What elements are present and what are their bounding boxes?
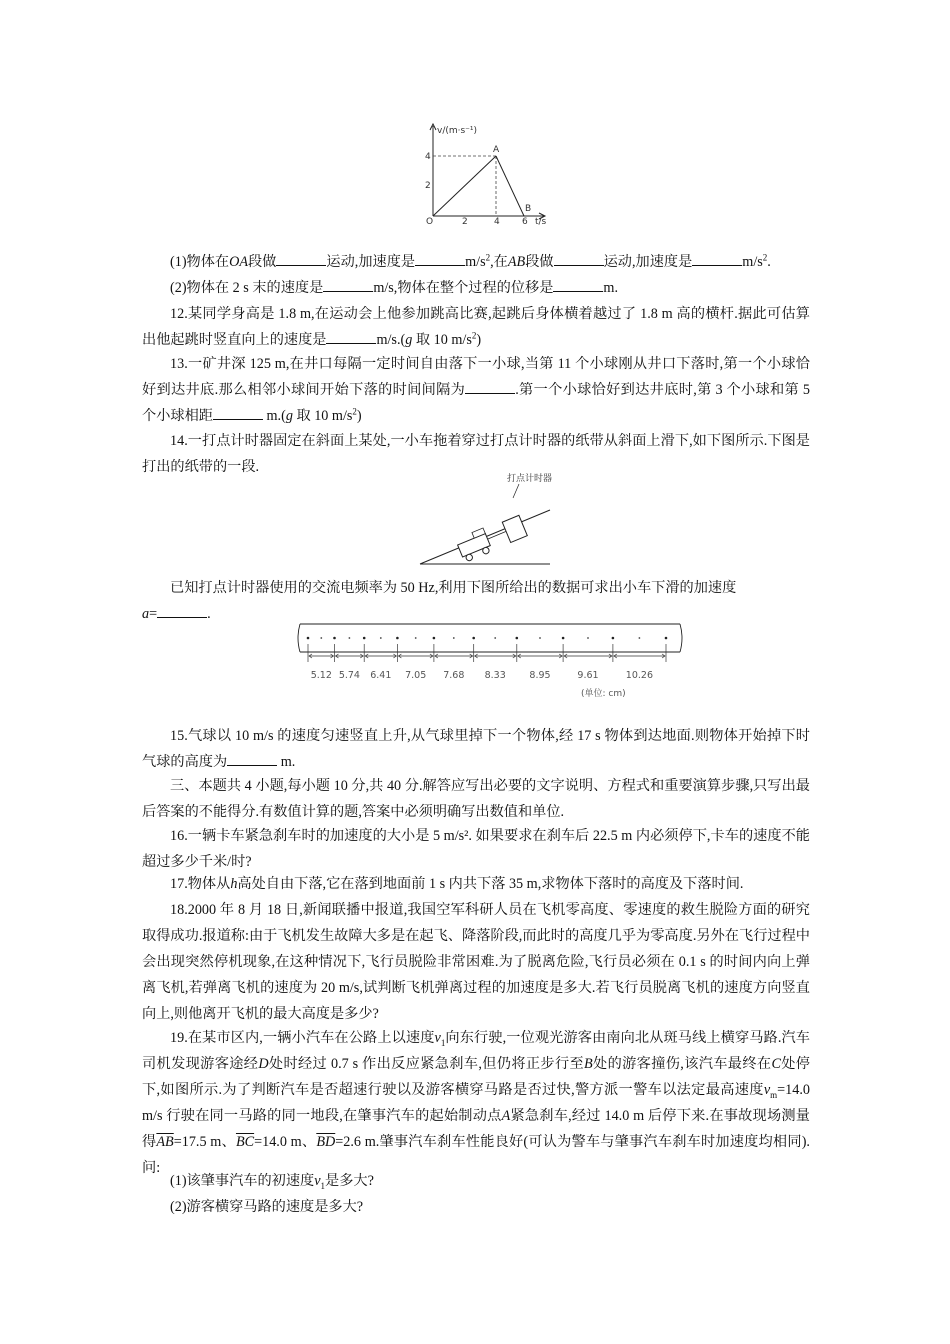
text: =14.0 m/s 行驶在同一马路的同一地段,在肇事汽车的起始制动点 bbox=[142, 1082, 810, 1124]
text: 段做 bbox=[248, 254, 277, 270]
vt-x-tick-2: 2 bbox=[462, 217, 468, 226]
section-3-instructions bbox=[142, 773, 810, 825]
vt-y-tick-4: 4 bbox=[425, 152, 431, 162]
tape-dot bbox=[639, 637, 641, 639]
text: 处停下,如图所示.为了判断汽车是否超速行驶以及游客横穿马路是否过快,警方派一警车以法定最高速度 bbox=[142, 1056, 810, 1098]
text: m. bbox=[603, 280, 619, 296]
tape-dot bbox=[415, 637, 417, 639]
text: m/s,物体在整个过程的位移是 bbox=[373, 280, 554, 296]
answer-blank bbox=[553, 277, 603, 292]
text: 处时经过 0.7 s 作出反应紧急刹车,但仍将正步行至 bbox=[268, 1056, 585, 1072]
vt-x-tick-4: 4 bbox=[494, 217, 500, 226]
text: .第一个小球恰好到达井底时,第 3 个小球和第 5 个小球相距 bbox=[142, 382, 810, 424]
var-c: C bbox=[771, 1056, 781, 1072]
text: 运动,加速度是 bbox=[326, 254, 416, 270]
var-d: D bbox=[258, 1056, 269, 1072]
segment-bc: $\overline{BC}$ bbox=[235, 1134, 255, 1150]
text: m/s bbox=[465, 254, 486, 270]
subscript: m bbox=[770, 1089, 778, 1100]
answer-blank bbox=[465, 379, 515, 394]
var-a-point: A bbox=[501, 1108, 511, 1124]
text: 是多大? bbox=[325, 1173, 374, 1189]
text: 三、本题共 4 小题,每小题 10 分,共 40 分.解答应写出必要的文字说明、方程式和重要演算步骤,只写出最后答案的不能得分.有数值计算的题,答案中必须明确写出数值和单位. bbox=[142, 778, 810, 820]
tape-dot bbox=[562, 637, 565, 640]
text: (2)游客横穿马路的速度是多大? bbox=[170, 1199, 364, 1215]
var-oa: OA bbox=[229, 254, 249, 270]
question-19 bbox=[142, 1025, 810, 1181]
q11-part1: (1)物体在OA段做 运动,加速度是 $m/s^2$,在AB段做 运动,加速度是 $m/s^2$. bbox=[170, 252, 771, 270]
answer-blank bbox=[276, 251, 326, 266]
var-b: B bbox=[584, 1056, 593, 1072]
answer-blank bbox=[326, 329, 376, 344]
text: 13.一矿井深 125 m,在井口每隔一定时间自由落下一小球,当第 11 个小球刚从井口下落时,第一个小球恰好到达井底.那么相邻小球间开始下落的时间间隔为 bbox=[142, 356, 810, 398]
q19-sub2 bbox=[142, 1194, 810, 1220]
var-h: h bbox=[230, 876, 238, 892]
vt-x-label: t/s bbox=[535, 217, 547, 226]
vt-y-label: v/(m·s⁻¹) bbox=[437, 126, 478, 136]
text: ) bbox=[356, 408, 362, 424]
vt-y-tick-2: 2 bbox=[425, 181, 431, 191]
text: 18.2000 年 8 月 18 日,新闻联播中报道,我国空军科研人员在飞机零高度、零速度的救生脱险方面的研究取得成功.报道称:由于飞机发生故障大多是在起飞、降落阶段,而此时的高度几乎为零高度.另外在飞行过程中会出现突然停机现象,在这种情况下,飞行员脱险非常困难.为了脱离危险,飞行员必须在 0.1 s 的时间内向上弹离飞机,若弹离飞机的速度为 20 m/s,试判断飞机弹离过程的加速度是多大.若飞行员脱离飞机的速度方向竖直向上,则他离开飞机的最大高度是多少? bbox=[142, 902, 810, 1022]
subscript: 1 bbox=[440, 1037, 446, 1048]
tape-dot bbox=[665, 637, 668, 640]
var-v: v bbox=[763, 1082, 771, 1098]
tape-dot bbox=[433, 637, 436, 640]
tape-value-label: 10.26 bbox=[625, 670, 654, 681]
segment-ab: $\overline{AB}$ bbox=[156, 1134, 174, 1150]
text: =2.6 m.肇事汽车刹车性能良好(可认为警车与肇事汽车刹车时加速度均相同).问: bbox=[142, 1134, 810, 1176]
text: 19.在某市区内,一辆小汽车在公路上以速度 bbox=[170, 1030, 435, 1046]
answer-blank bbox=[692, 251, 742, 266]
text: 处的游客撞伤,该汽车最终在 bbox=[592, 1056, 772, 1072]
answer-blank bbox=[157, 603, 207, 618]
var-v: v bbox=[314, 1173, 321, 1189]
tape-dot bbox=[539, 637, 541, 639]
vt-x-tick-6: 6 bbox=[522, 217, 528, 226]
text: 16.一辆卡车紧急刹车时的加速度的大小是 5 m/s². 如果要求在刹车后 22.5 m 内必须停下,卡车的速度不能超过多少千米/时? bbox=[142, 828, 810, 870]
text: m.( bbox=[262, 408, 286, 424]
question-13: 13.一矿井深 125 m,在井口每隔一定时间自由落下一小球,当第 11 个小球刚从井口下落时,第一个小球恰好到达井底.那么相邻小球间开始下落的时间间隔为 .第一个小球恰好到达井底时,第 3 个小球和第 5 个小球相距 m.(g 取 10 $m/s^2$) bbox=[142, 356, 810, 424]
tape-dot bbox=[587, 637, 589, 639]
tape-dot bbox=[516, 637, 519, 640]
vt-point-a: A bbox=[493, 145, 500, 155]
tape-unit: (单位: cm) bbox=[581, 689, 626, 699]
vt-graph bbox=[420, 116, 560, 226]
text: 高处自由下落,它在落到地面前 1 s 内共下落 35 m,求物体下落时的高度及下落时间. bbox=[237, 876, 744, 892]
var-g: g bbox=[405, 332, 413, 348]
text: ,在 bbox=[490, 254, 508, 270]
tape-dot bbox=[349, 637, 351, 639]
text: . bbox=[767, 254, 771, 270]
text: 段做 bbox=[525, 254, 554, 270]
text: (2)物体在 2 s 末的速度是 bbox=[170, 280, 324, 296]
question-18 bbox=[142, 897, 810, 1027]
paper-tape-diagram bbox=[294, 622, 686, 702]
tape-value-label: 8.95 bbox=[529, 670, 551, 681]
text: (1)该肇事汽车的初速度 bbox=[170, 1173, 315, 1189]
text: = bbox=[149, 606, 158, 622]
vt-point-b: B bbox=[525, 204, 532, 214]
q14-accel: a= . bbox=[142, 601, 810, 627]
tape-dot bbox=[494, 637, 496, 639]
var-g: g bbox=[285, 408, 293, 424]
text: ) bbox=[476, 332, 482, 348]
tape-value-label: 8.33 bbox=[484, 670, 506, 681]
text: 向东行驶,一位观光游客由南向北从斑马线上横穿马路.汽车司机发现游客途经 bbox=[142, 1030, 810, 1072]
segment-bd: $\overline{BD}$ bbox=[316, 1134, 336, 1150]
vt-origin: O bbox=[426, 217, 434, 226]
text: 运动,加速度是 bbox=[603, 254, 693, 270]
tape-dot bbox=[307, 637, 310, 640]
var-a: a bbox=[142, 606, 150, 622]
incline-diagram bbox=[415, 468, 555, 568]
tape-value-label: 6.41 bbox=[370, 670, 392, 681]
tape-dot bbox=[472, 637, 475, 640]
tape-dot bbox=[612, 637, 615, 640]
q11-part2 bbox=[142, 275, 810, 301]
text: 取 10 m/s bbox=[292, 408, 353, 424]
question-16 bbox=[142, 823, 810, 875]
subscript: 1 bbox=[320, 1180, 326, 1191]
tape-value-label: 7.05 bbox=[405, 670, 427, 681]
question-15 bbox=[142, 723, 810, 775]
var-ab: AB bbox=[507, 254, 526, 270]
q14-known bbox=[142, 575, 810, 601]
text: 12.某同学身高是 1.8 m,在运动会上他参加跳高比赛,起跳后身体横着越过了 1.8 m 高的横杆.据此可估算出他起跳时竖直向上的速度是 bbox=[142, 306, 810, 348]
timer-label: 打点计时器 bbox=[507, 474, 553, 484]
text: =17.5 m、 bbox=[173, 1134, 236, 1150]
question-17 bbox=[142, 871, 810, 897]
text: m/s.( bbox=[376, 332, 406, 348]
text: (1)物体在 bbox=[170, 254, 230, 270]
answer-blank bbox=[415, 251, 465, 266]
answer-blank bbox=[213, 405, 263, 420]
tape-dot bbox=[453, 637, 455, 639]
text: 取 10 m/s bbox=[412, 332, 472, 348]
question-12: 12.某同学身高是 1.8 m,在运动会上他参加跳高比赛,起跳后身体横着越过了 1.8 m 高的横杆.据此可估算出他起跳时竖直向上的速度是 m/s.(g 取 10 $m/s^2$) bbox=[142, 306, 810, 348]
answer-blank bbox=[323, 277, 373, 292]
tape-dot bbox=[320, 637, 322, 639]
tape-value-label: 7.68 bbox=[443, 670, 465, 681]
text: m. bbox=[277, 754, 296, 770]
tape-dot bbox=[380, 637, 382, 639]
tape-value-label: 5.12 bbox=[310, 670, 332, 681]
q19-sub1 bbox=[142, 1168, 810, 1194]
text: 17.物体从 bbox=[170, 876, 231, 892]
tape-dot bbox=[333, 637, 336, 640]
tape-value-label: 5.74 bbox=[338, 670, 360, 681]
text: 已知打点计时器使用的交流电频率为 50 Hz,利用下图所给出的数据可求出小车下滑的加速度 bbox=[170, 580, 737, 596]
text: 15.气球以 10 m/s 的速度匀速竖直上升,从气球里掉下一个物体,经 17 s 物体到达地面.则物体开始掉下时气球的高度为 bbox=[142, 728, 810, 770]
var-v: v bbox=[434, 1030, 441, 1046]
text: 紧急刹车,经过 14.0 m 后停下来.在事故现场测量得 bbox=[142, 1108, 810, 1150]
text: m/s bbox=[742, 254, 763, 270]
text: =14.0 m、 bbox=[254, 1134, 317, 1150]
text: 14.一打点计时器固定在斜面上某处,一小车拖着穿过打点计时器的纸带从斜面上滑下,如下图所示.下图是打出的纸带的一段. bbox=[142, 433, 810, 475]
answer-blank bbox=[227, 751, 277, 766]
tape-dot bbox=[363, 637, 366, 640]
answer-blank bbox=[554, 251, 604, 266]
tape-value-label: 9.61 bbox=[577, 670, 599, 681]
tape-dot bbox=[396, 637, 399, 640]
